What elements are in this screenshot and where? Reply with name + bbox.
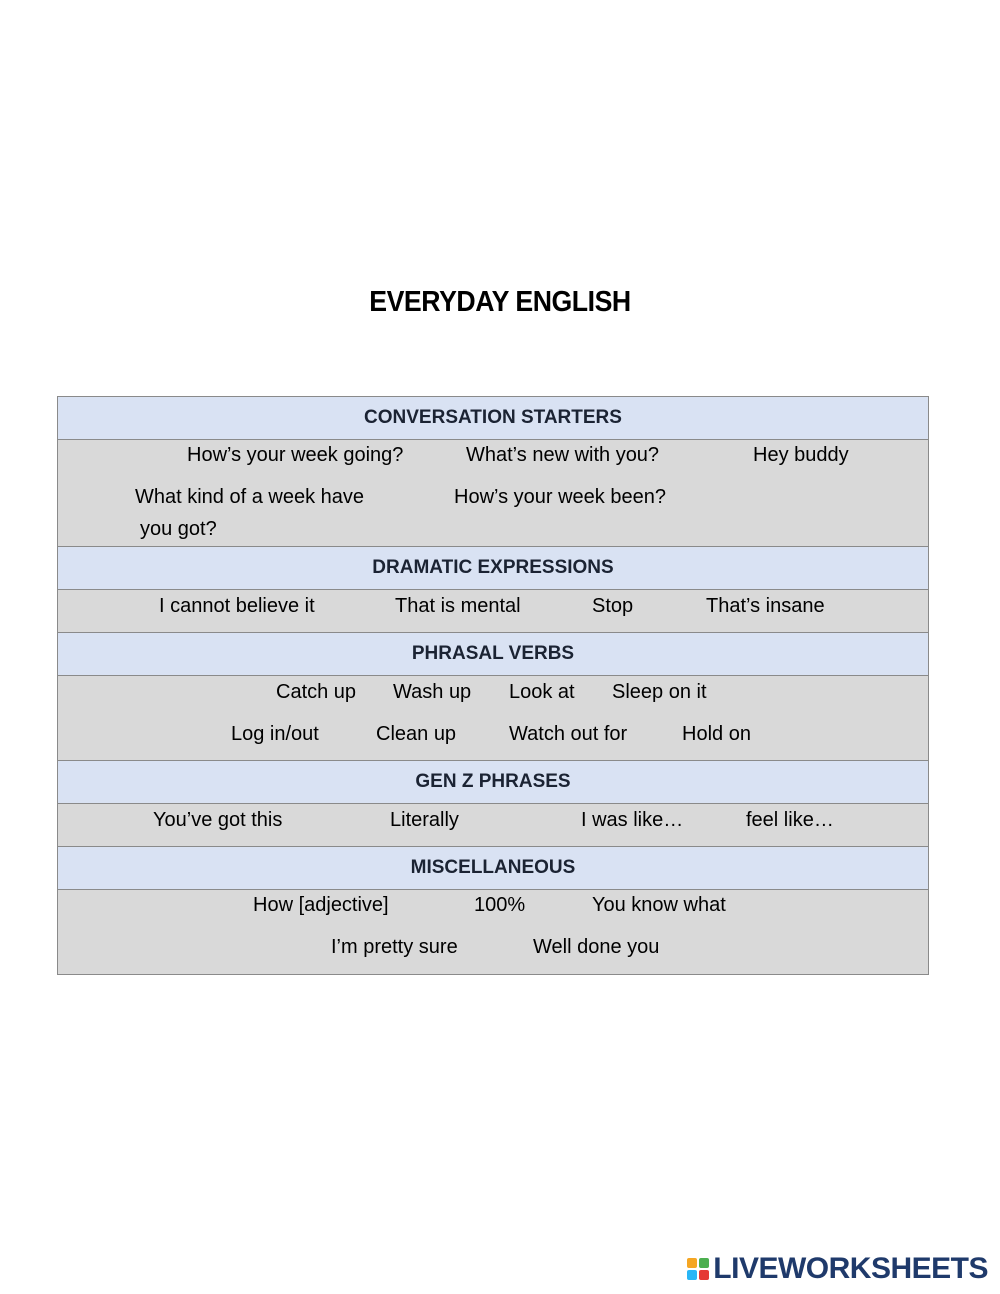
logo-mark-icon (687, 1258, 709, 1280)
phrase: Well done you (533, 936, 660, 958)
phrase: I’m pretty sure (331, 936, 458, 958)
phrase: That’s insane (706, 595, 825, 617)
phrase: What’s new with you? (466, 444, 660, 466)
phrase: Sleep on it (612, 681, 707, 703)
phrase: Literally (390, 809, 459, 831)
phrase: How’s your week been? (454, 486, 666, 508)
liveworksheets-logo[interactable] (687, 1252, 988, 1286)
phrase: feel like… (746, 809, 834, 831)
section-header-conversation-starters: CONVERSATION STARTERS (58, 397, 928, 440)
phrase: How’s your week going? (187, 444, 404, 466)
worksheet-title: EVERYDAY ENGLISH (369, 286, 631, 318)
phrase: Watch out for (509, 723, 628, 745)
logo-text: LIVEWORKSHEETS (713, 1252, 988, 1285)
section-header-phrasal-verbs: PHRASAL VERBS (58, 633, 928, 676)
phrase: Look at (509, 681, 575, 703)
section-header-dramatic-expressions: DRAMATIC EXPRESSIONS (58, 547, 928, 590)
phrase: Hold on (682, 723, 751, 745)
section-header-miscellaneous: MISCELLANEOUS (58, 847, 928, 890)
phrase: Stop (592, 595, 634, 617)
phrase: How [adjective] (253, 894, 389, 916)
phrase: Log in/out (231, 723, 319, 745)
phrases-table (57, 396, 929, 975)
phrase: I was like… (581, 809, 684, 831)
phrase: That is mental (395, 595, 521, 617)
section-body-phrasal-verbs (58, 676, 928, 761)
phrase: Wash up (393, 681, 472, 703)
phrase: I cannot believe it (159, 595, 315, 617)
section-body-gen-z-phrases (58, 804, 928, 847)
phrase: What kind of a week have (135, 486, 365, 508)
phrase: you got? (140, 518, 217, 540)
phrase: 100% (474, 894, 526, 916)
phrase: Hey buddy (753, 444, 849, 466)
phrase: You’ve got this (153, 809, 283, 831)
phrase: You know what (592, 894, 726, 916)
phrase: Catch up (276, 681, 357, 703)
section-body-miscellaneous (58, 890, 928, 975)
phrase: Clean up (376, 723, 457, 745)
section-header-gen-z-phrases: GEN Z PHRASES (58, 761, 928, 804)
section-body-dramatic-expressions (58, 590, 928, 633)
section-body-conversation-starters (58, 440, 928, 547)
